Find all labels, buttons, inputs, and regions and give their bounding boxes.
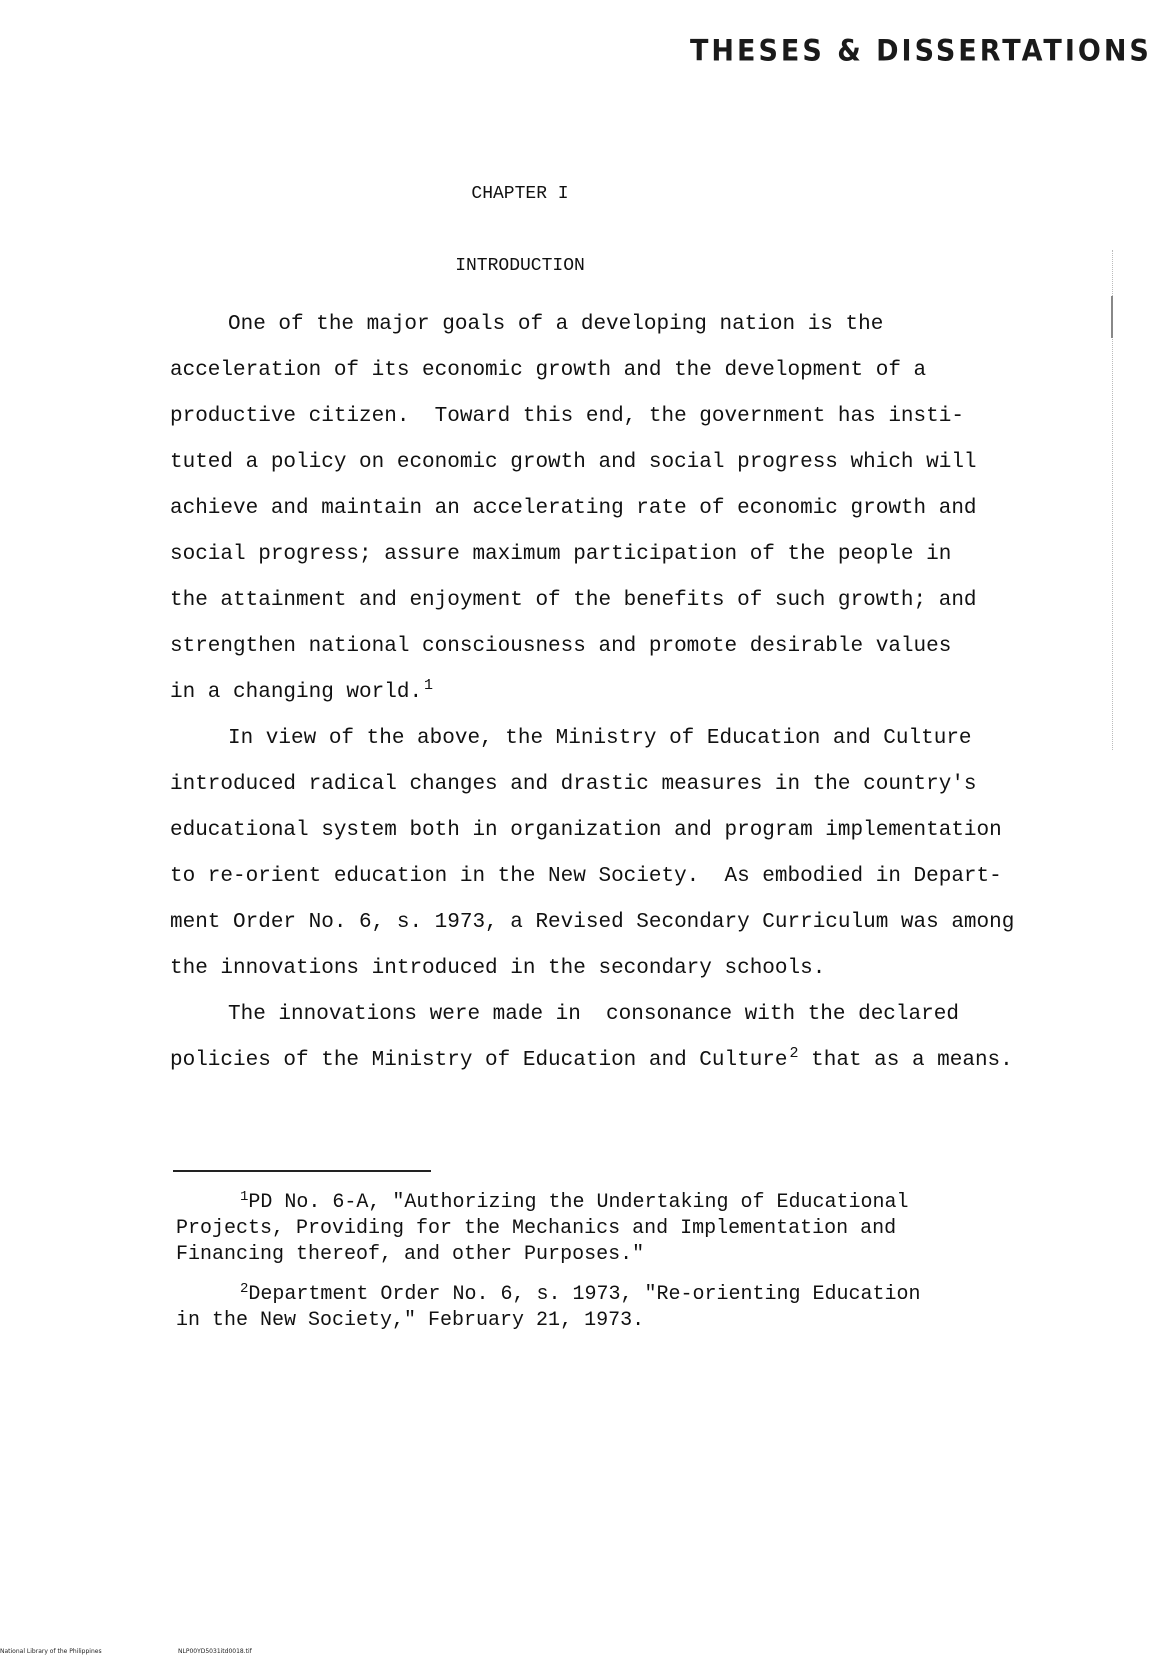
footnote-reference-1: 1: [424, 677, 434, 694]
paragraph-line: the innovations introduced in the secondary schools.: [170, 957, 826, 980]
paragraph-line-last: [170, 678, 433, 709]
paragraph-line: achieve and maintain an accelerating rate of economic growth and: [170, 497, 977, 520]
footnote-text: PD No. 6-A, "Authorizing the Undertaking of Educational: [248, 1191, 909, 1214]
footnote-separator: [173, 1170, 431, 1172]
theses-dissertations-stamp: THESES & DISSERTATIONS: [690, 34, 1152, 69]
footnote-marker-2: 2: [240, 1281, 249, 1297]
footnote-1-line: Projects, Providing for the Mechanics and Implementation and: [176, 1217, 897, 1240]
paragraph-line: ment Order No. 6, s. 1973, a Revised Secondary Curriculum was among: [170, 911, 1015, 934]
footnote-reference-2: 2: [789, 1045, 799, 1062]
scan-edge-dash: [1111, 296, 1113, 338]
paragraph-line: productive citizen. Toward this end, the government has insti-: [170, 405, 964, 428]
chapter-number: CHAPTER I: [471, 184, 569, 204]
footnote-2-line: [240, 1282, 921, 1309]
footnote-1-line: [240, 1190, 909, 1217]
footnote-marker-1: 1: [240, 1189, 249, 1205]
paragraph-line-last: [170, 1046, 1013, 1077]
paragraph-line: acceleration of its economic growth and the development of a: [170, 359, 927, 382]
paragraph-line: educational system both in organization and program implementation: [170, 819, 1002, 842]
paragraph-line: One of the major goals of a developing nation is the: [228, 313, 884, 336]
paragraph-line: In view of the above, the Ministry of Education and Culture: [228, 727, 972, 750]
paragraph-line: introduced radical changes and drastic measures in the country's: [170, 773, 977, 796]
paragraph-line-text: in a changing world.: [170, 681, 423, 704]
footnote-text: Department Order No. 6, s. 1973, "Re-orienting Education: [248, 1283, 921, 1306]
paragraph-line: strengthen national consciousness and promote desirable values: [170, 635, 952, 658]
footnote-1-line: Financing thereof, and other Purposes.": [176, 1243, 645, 1266]
paragraph-line: tuted a policy on economic growth and social progress which will: [170, 451, 977, 474]
footnote-2-line: in the New Society," February 21, 1973.: [176, 1309, 645, 1332]
paragraph-line: The innovations were made in consonance with the declared: [228, 1003, 959, 1026]
paragraph-line-continuation: that as a means.: [798, 1049, 1013, 1072]
chapter-title: INTRODUCTION: [455, 256, 585, 276]
archive-library-label: National Library of the Philippines: [0, 1648, 102, 1655]
paragraph-line: the attainment and enjoyment of the benefits of such growth; and: [170, 589, 977, 612]
archive-file-id: NLP00YD5031itd0018.tif: [178, 1648, 252, 1655]
paragraph-line: to re-orient education in the New Society. As embodied in Depart-: [170, 865, 1002, 888]
paragraph-line-text: policies of the Ministry of Education and Culture: [170, 1049, 788, 1072]
paragraph-line: social progress; assure maximum participation of the people in: [170, 543, 952, 566]
